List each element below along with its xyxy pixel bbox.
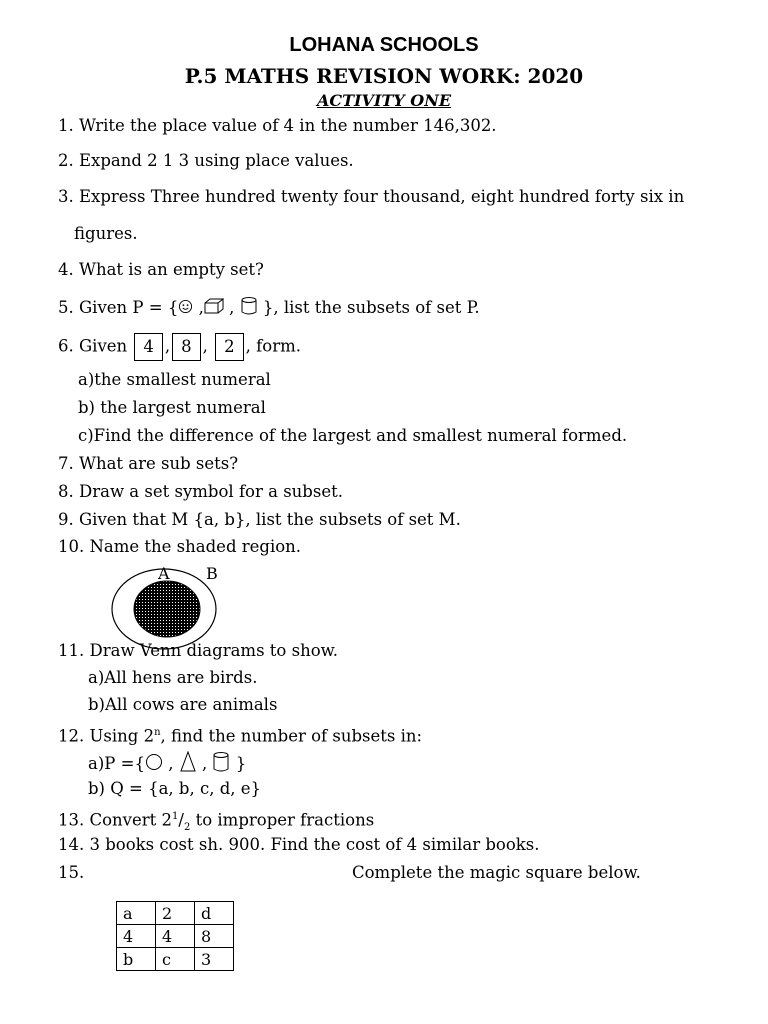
magic-square-row: [117, 948, 234, 971]
worksheet-title: P.5 MATHS REVISION WORK: 2020: [184, 64, 584, 88]
question-5-suffix: }, list the subsets of set P.: [262, 298, 480, 317]
exponent-n: n: [154, 727, 161, 738]
magic-square-cell: d: [195, 902, 234, 925]
question-5-sep1: ,: [198, 298, 204, 317]
fraction-denominator: 2: [183, 821, 191, 833]
question-12b: b) Q = {a, b, c, d, e}: [88, 779, 262, 798]
question-12a: [88, 751, 246, 778]
smiley-face-icon: [178, 299, 193, 319]
question-2: 2. Expand 2 1 3 using place values.: [58, 151, 354, 170]
magic-square-cell: 4: [156, 925, 195, 948]
question-9: 9. Given that M {a, b}, list the subsets of set M.: [58, 510, 461, 529]
question-13: [58, 807, 374, 838]
question-7: 7. What are sub sets?: [58, 454, 239, 473]
question-3-line2: figures.: [74, 224, 138, 243]
question-13-prefix: 13. Convert 2: [58, 810, 173, 830]
cylinder-icon: [212, 751, 230, 778]
magic-square-cell: 3: [195, 948, 234, 971]
digit-card-1: 4: [134, 333, 163, 361]
question-12-prefix: 12. Using 2: [58, 726, 155, 746]
question-12: [58, 723, 422, 747]
cube-icon: [204, 298, 224, 319]
question-6a: a)the smallest numeral: [78, 370, 271, 389]
set-a-shaded-region: [134, 581, 200, 637]
question-1: 1. Write the place value of 4 in the number 146,302.: [58, 116, 497, 135]
triangle-icon: [179, 751, 197, 778]
question-11: 11. Draw Venn diagrams to show.: [58, 641, 339, 660]
magic-square-cell: c: [156, 948, 195, 971]
question-8: 8. Draw a set symbol for a subset.: [58, 482, 343, 501]
question-6c: c)Find the difference of the largest and smallest numeral formed.: [78, 426, 628, 445]
magic-square: [116, 901, 234, 971]
question-6-prefix: 6. Given: [58, 336, 128, 356]
question-6: 6. Given 4 , 8 , 2 , form.: [58, 333, 301, 361]
question-12-suffix: , find the number of subsets in:: [160, 726, 423, 746]
question-10: 10. Name the shaded region.: [58, 537, 302, 556]
digit-card-3: 2: [215, 333, 244, 361]
magic-square-row: [117, 902, 234, 925]
question-4: 4. What is an empty set?: [58, 260, 264, 279]
activity-heading: ACTIVITY ONE: [316, 91, 452, 110]
question-14: 14. 3 books cost sh. 900. Find the cost of 4 similar books.: [58, 835, 540, 854]
question-13-suffix: to improper fractions: [190, 810, 375, 830]
set-b-label: B: [206, 564, 218, 583]
fraction-slash: /: [178, 810, 184, 830]
venn-diagram: [108, 562, 228, 652]
question-6-suffix: , form.: [245, 336, 301, 356]
question-12a-prefix: a)P ={: [88, 754, 145, 773]
question-5-prefix: 5. Given P = {: [58, 298, 179, 317]
question-11b: b)All cows are animals: [88, 695, 278, 714]
set-a-label: A: [158, 564, 170, 583]
question-12a-sep2: ,: [201, 754, 208, 773]
question-5-sep2: ,: [229, 298, 235, 317]
cylinder-icon: [240, 296, 258, 321]
fraction-numerator: 1: [172, 811, 179, 822]
magic-square-cell: a: [117, 902, 156, 925]
magic-square-cell: b: [117, 948, 156, 971]
school-name: LOHANA SCHOOLS: [289, 34, 479, 56]
magic-square-cell: 4: [117, 925, 156, 948]
magic-square-row: [117, 925, 234, 948]
digit-card-2: 8: [172, 333, 201, 361]
question-6b: b) the largest numeral: [78, 398, 266, 417]
question-5: [58, 296, 480, 321]
question-12a-suffix: }: [235, 754, 247, 773]
question-12a-sep1: ,: [168, 754, 174, 773]
question-11a: a)All hens are birds.: [88, 668, 258, 687]
question-15-text: Complete the magic square below.: [352, 863, 641, 882]
question-15-number: 15.: [58, 863, 85, 882]
magic-square-cell: 8: [195, 925, 234, 948]
circle-icon: [145, 753, 163, 776]
question-3-line1: 3. Express Three hundred twenty four thousand, eight hundred forty six in: [58, 187, 685, 206]
magic-square-cell: 2: [156, 902, 195, 925]
